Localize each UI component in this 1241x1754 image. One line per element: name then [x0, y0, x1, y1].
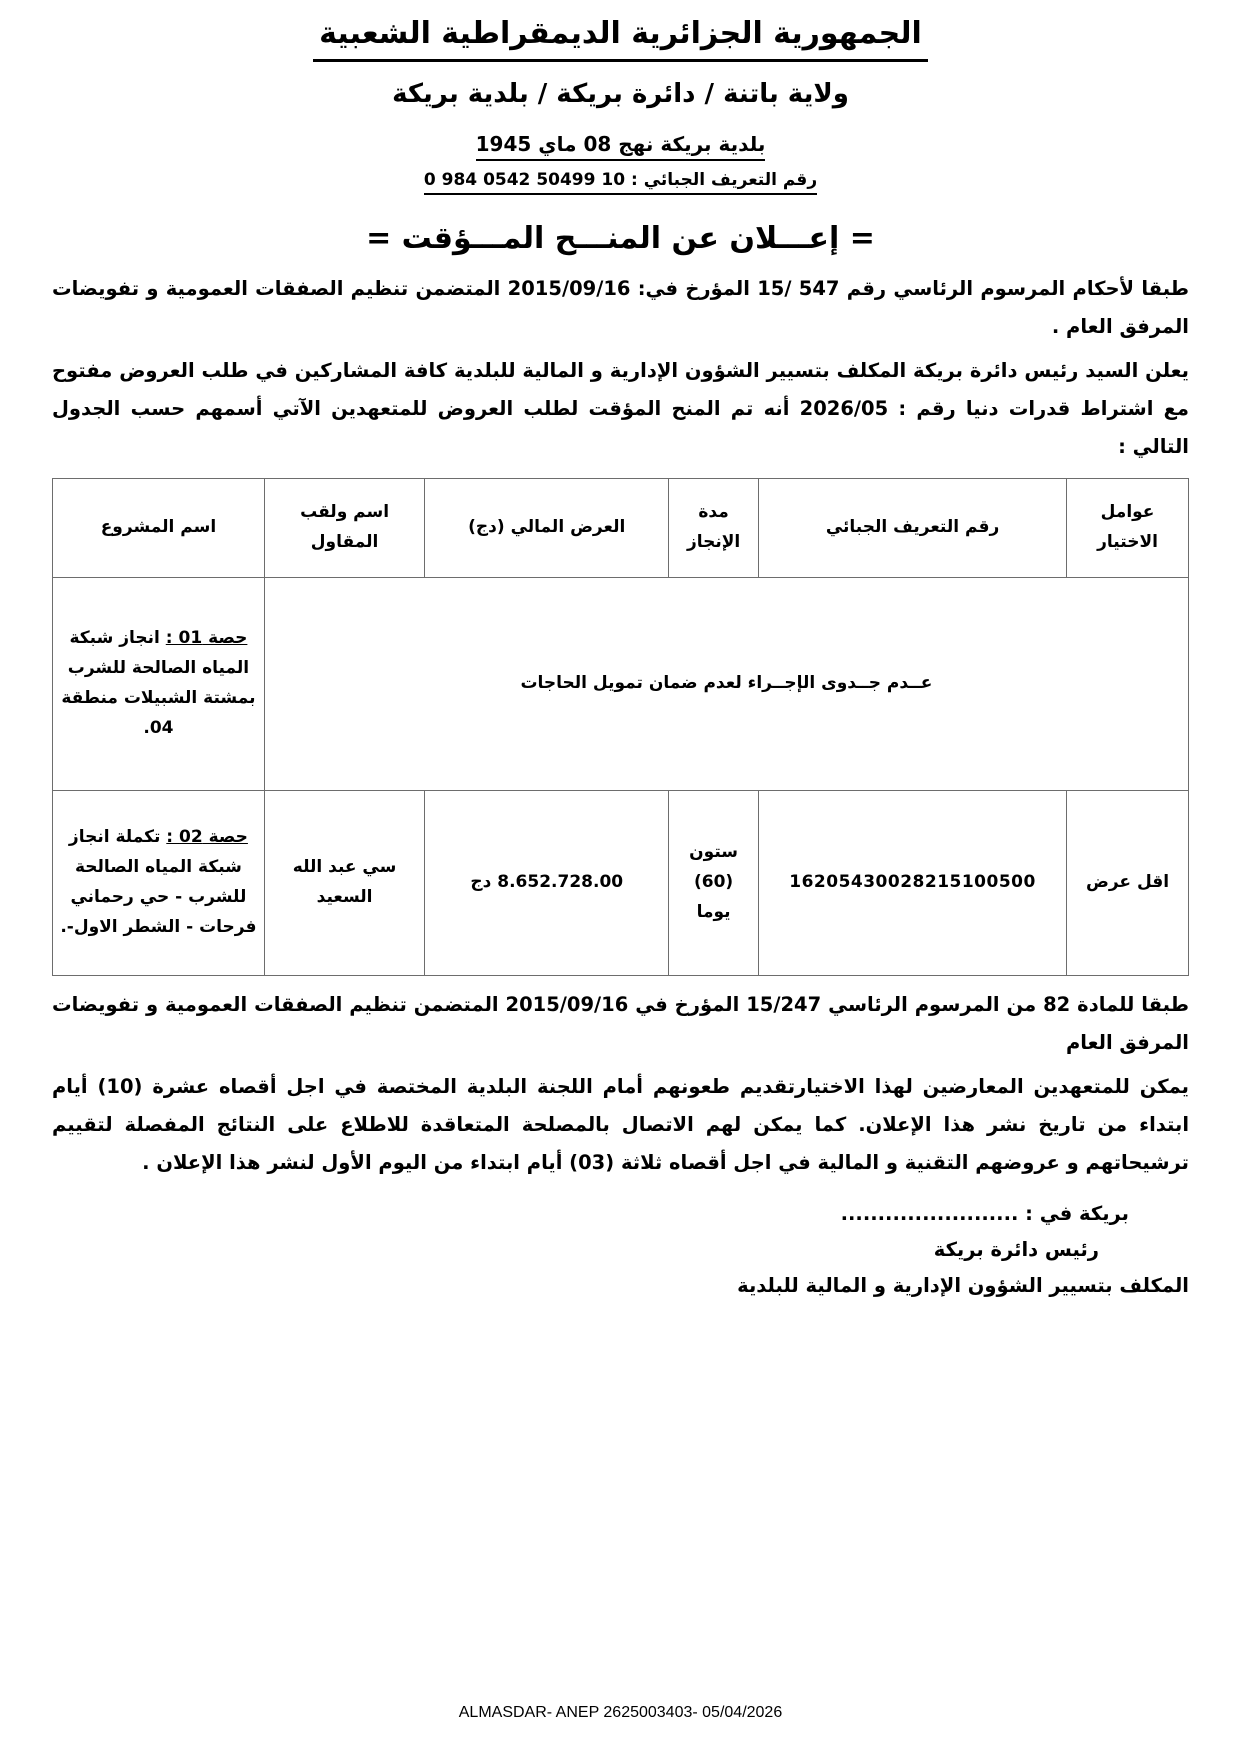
header-financial-offer: العرض المالي (دج): [425, 478, 669, 577]
administrative-division: ولاية باتنة / دائرة بريكة / بلدية بريكة: [392, 78, 849, 109]
lot2-financial-offer: 8.652.728.00 دج: [425, 790, 669, 975]
legal-basis-paragraph: طبقا لأحكام المرسوم الرئاسي رقم 547 /15 المؤرخ في: 2015/09/16 المتضمن تنظيم الصفقات العمومية و تفويضات المرفق العام .: [52, 276, 1190, 338]
article-82-paragraph: طبقا للمادة 82 من المرسوم الرئاسي 15/247 المؤرخ في 2015/09/16 المتضمن تنظيم الصفقات العمومية و تفويضات المرفق العام: [52, 992, 1189, 1054]
lot2-label: حصة 02 :: [166, 827, 248, 848]
republic-heading: الجمهورية الجزائرية الديمقراطية الشعبية: [313, 14, 928, 62]
footer-reference: ALMASDAR- ANEP 2625003403- 05/04/2026: [458, 1704, 783, 1721]
announcement-paragraph: يعلن السيد رئيس دائرة بريكة المكلف بتسيير الشؤون الإدارية و المالية للبلدية كافة المشاركين في طلب العروض مفتوح مع اشتراط قدرات دنيا رقم : 2026/05 أنه تم المنح المؤقت لطلب العروض للمتعهدين الآتي أسمهم حسب الجدول التالي :: [52, 358, 1190, 458]
lot2-contractor-name: سي عبد الله السعيد: [264, 790, 424, 975]
page-title: = إعـــلان عن المنـــح المـــؤقت =: [366, 220, 875, 256]
header-project-name: اسم المشروع: [53, 478, 265, 577]
header-fiscal-number: رقم التعريف الجبائي: [759, 478, 1067, 577]
table-row: [53, 577, 1189, 790]
fiscal-id-line: رقم التعريف الجبائي : 10 50499 0542 984 0: [424, 170, 817, 195]
table-header-row: [53, 478, 1189, 577]
table-row: [53, 790, 1189, 975]
signature-block: [52, 1196, 1189, 1304]
award-results-table: [52, 478, 1189, 976]
lot1-label: حصة 01 :: [165, 628, 248, 649]
header-selection-factors: عوامل الاختيار: [1067, 478, 1189, 577]
lot1-merged-note: عــدم جــدوى الإجــراء لعدم ضمان تمويل الحاجات: [264, 577, 1188, 790]
signature-role-line1: رئيس دائرة بريكة: [933, 1238, 1099, 1262]
signature-place: بريكة في : ........................: [840, 1202, 1129, 1226]
lot1-description: انجاز شبكة المياه الصالحة للشرب بمشتة الشبيلات منطقة 04.: [61, 628, 256, 738]
lot2-project-cell: [53, 790, 265, 975]
lot2-execution-period: ستون (60) يوما: [669, 790, 759, 975]
municipality-address: بلدية بريكة نهج 08 ماي 1945: [476, 132, 766, 161]
appeal-rights-paragraph: يمكن للمتعهدين المعارضين لهذا الاختيارتقديم طعونهم أمام اللجنة البلدية المختصة في اجل أقصاه عشرة (10) أيام ابتداء من تاريخ نشر هذا الإعلان. كما يمكن لهم الاتصال بالمصلحة المتعاقدة للاطلاع على النتائج المفصلة لتقييم ترشيحاتهم و عروضهم التقنية و المالية في اجل أقصاه ثلاثة (03) أيام ابتداء من اليوم الأول لنشر هذا الإعلان .: [52, 1075, 1189, 1175]
document-header: [52, 14, 1189, 195]
lot2-fiscal-number: 16205430028215100500: [759, 790, 1067, 975]
header-contractor-name: اسم ولقب المقاول: [264, 478, 424, 577]
lot2-description: تكملة انجاز شبكة المياه الصالحة للشرب - حي رحماني فرحات - الشطر الاول-.: [60, 827, 257, 937]
header-execution-period: مدة الإنجاز: [669, 478, 759, 577]
lot2-selection-factor: اقل عرض: [1067, 790, 1189, 975]
signature-role-line2: المكلف بتسيير الشؤون الإدارية و المالية للبلدية: [737, 1274, 1189, 1298]
lot1-project-cell: [53, 577, 265, 790]
